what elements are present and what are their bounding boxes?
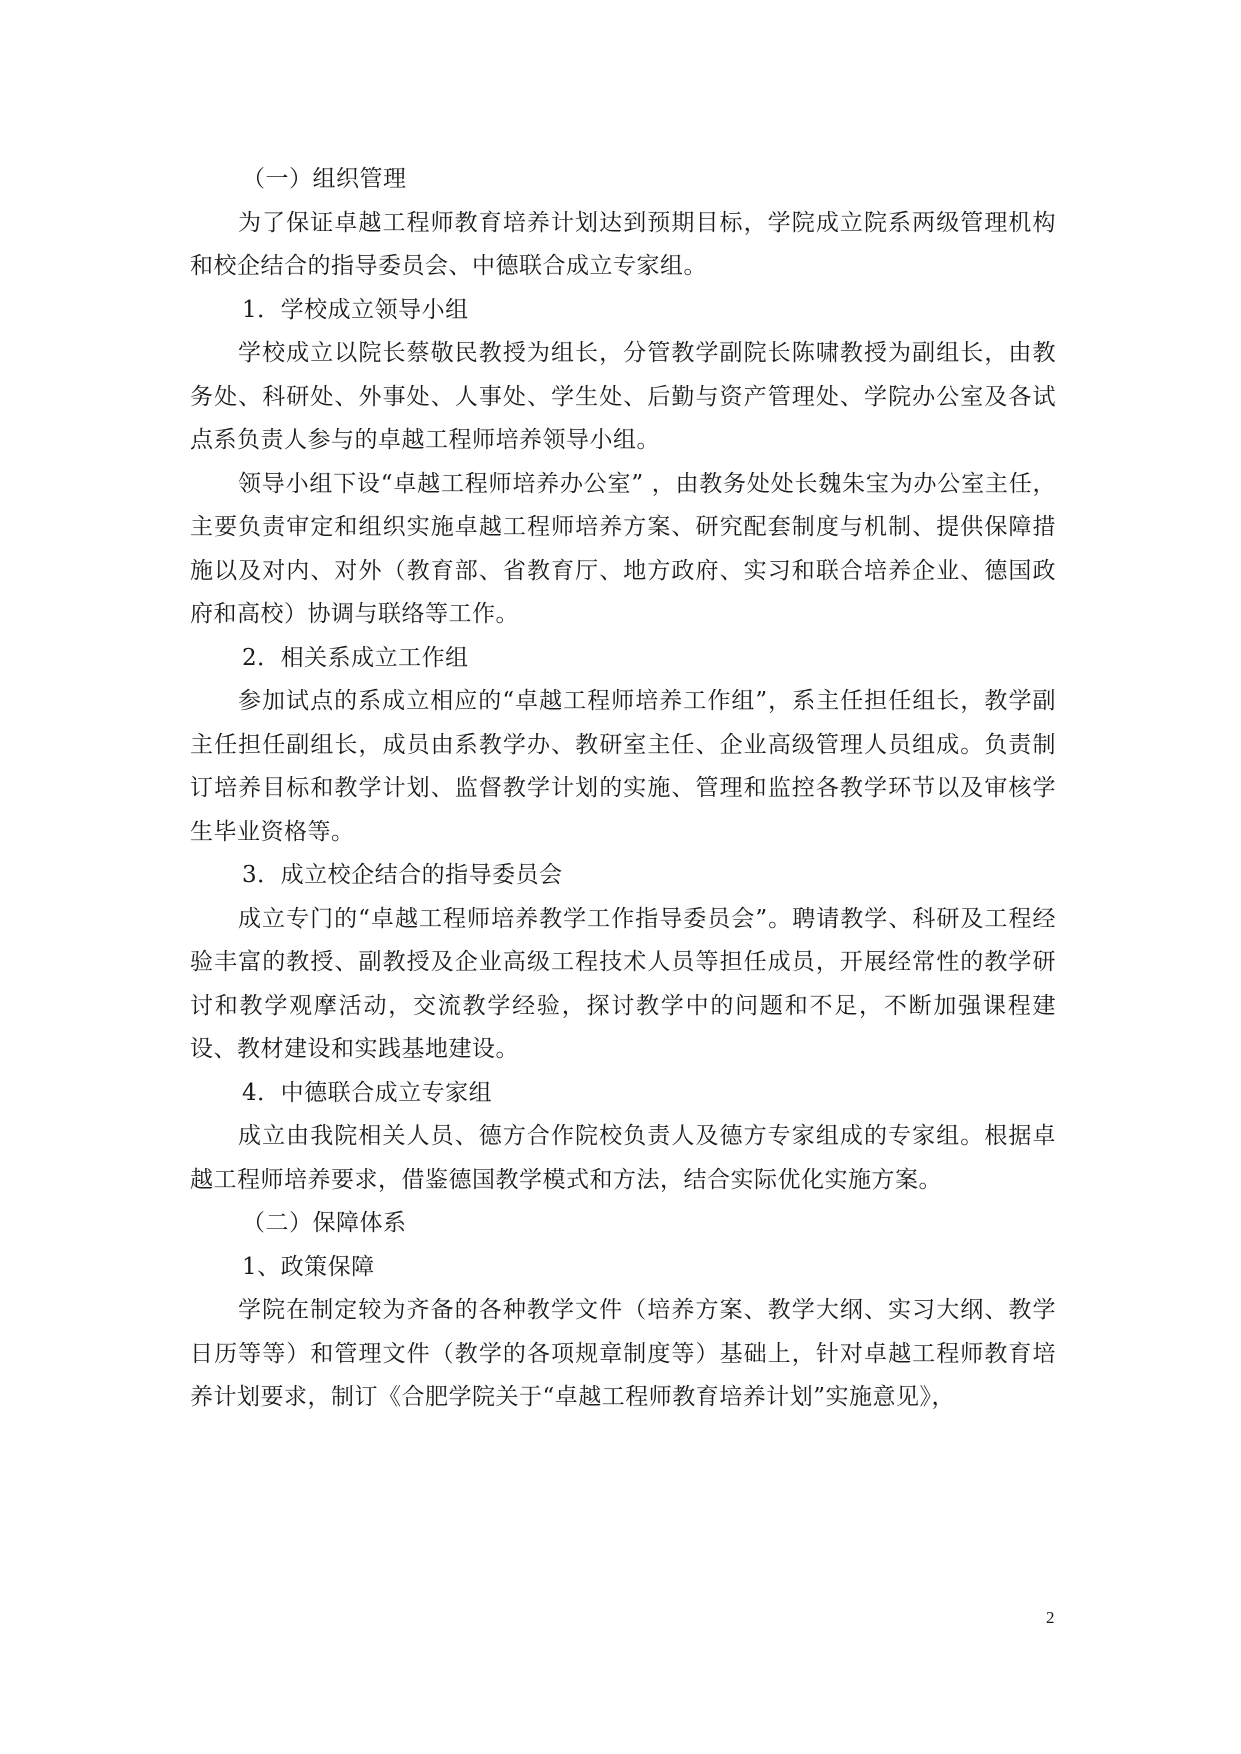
subheading-expert-group: 4．中德联合成立专家组 xyxy=(242,1079,493,1106)
paragraph-leadership-group: 学校成立以院长蔡敬民教授为组长，分管教学副院长陈啸教授为副组长，由教务处、科研处、外事处、人事处、学生处、后勤与资产管理处、学院办公室及各试点系负责人参与的卓越工程师培养领导小组。 xyxy=(190,340,1056,453)
subheading-policy-support: 1、政策保障 xyxy=(242,1253,375,1280)
paragraph-policy-support: 学院在制定较为齐备的各种教学文件（培养方案、教学大纲、实习大纲、教学日历等等）和管理文件（教学的各项规章制度等）基础上，针对卓越工程师教育培养计划要求，制订《合肥学院关于“卓越工程师教育培养计划”实施意见》， xyxy=(190,1297,1056,1410)
paragraph-working-group: 参加试点的系成立相应的“卓越工程师培养工作组”，系主任担任组长，教学副主任担任副组长，成员由系教学办、教研室主任、企业高级管理人员组成。负责制订培养目标和教学计划、监督教学计划的实施、管理和监控各教学环节以及审核学生毕业资格等。 xyxy=(190,688,1056,845)
subheading-leadership-group: 1．学校成立领导小组 xyxy=(242,296,469,323)
paragraph-expert-group: 成立由我院相关人员、德方合作院校负责人及德方专家组成的专家组。根据卓越工程师培养要求，借鉴德国教学模式和方法，结合实际优化实施方案。 xyxy=(190,1123,1056,1193)
subheading-working-group: 2．相关系成立工作组 xyxy=(242,644,469,671)
page-number: 2 xyxy=(1046,1608,1055,1627)
paragraph-intro: 为了保证卓越工程师教育培养计划达到预期目标，学院成立院系两级管理机构和校企结合的指导委员会、中德联合成立专家组。 xyxy=(190,209,1056,279)
section-heading-organization: （一）组织管理 xyxy=(242,166,407,192)
document-body xyxy=(190,158,1056,1420)
section-heading-support-system: （二）保障体系 xyxy=(242,1210,407,1236)
paragraph-guidance-committee: 成立专门的“卓越工程师培养教学工作指导委员会”。聘请教学、科研及工程经验丰富的教授、副教授及企业高级工程技术人员等担任成员，开展经常性的教学研讨和教学观摩活动，交流教学经验，探讨教学中的问题和不足，不断加强课程建设、教材建设和实践基地建设。 xyxy=(190,905,1056,1062)
paragraph-office: 领导小组下设“卓越工程师培养办公室” ，由教务处处长魏朱宝为办公室主任，主要负责审定和组织实施卓越工程师培养方案、研究配套制度与机制、提供保障措施以及对内、对外（教育部、省教育厅、地方政府、实习和联合培养企业、德国政府和高校）协调与联络等工作。 xyxy=(190,470,1056,627)
subheading-guidance-committee: 3．成立校企结合的指导委员会 xyxy=(242,862,563,888)
